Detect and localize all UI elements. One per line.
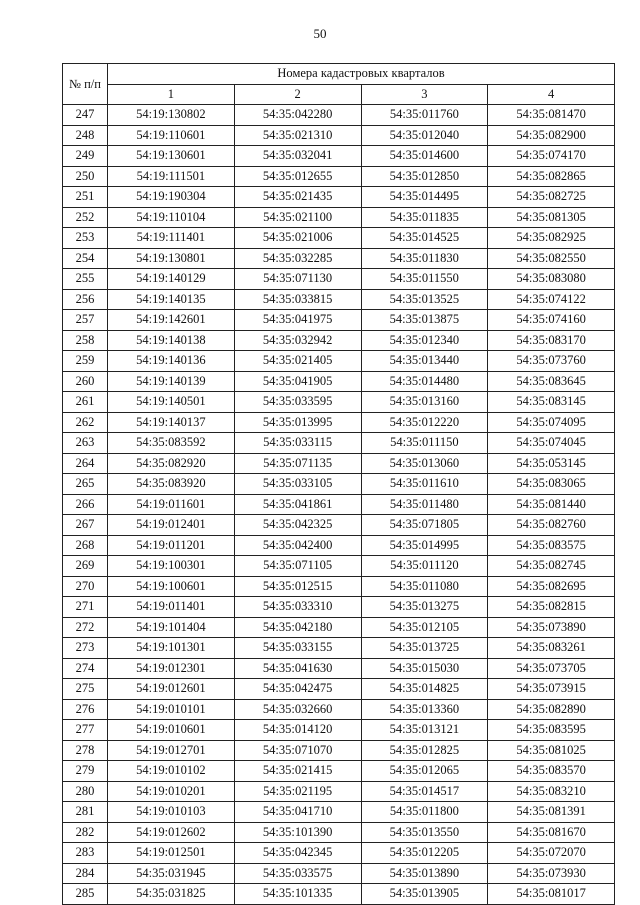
- table-row: [63, 761, 615, 782]
- quarter-cell-col2: 54:35:012655: [234, 166, 361, 187]
- row-number-cell: 268: [63, 535, 108, 556]
- quarter-cell-col3: 54:35:012340: [361, 330, 488, 351]
- quarter-cell-col3: 54:35:013725: [361, 638, 488, 659]
- row-number-cell: 274: [63, 658, 108, 679]
- table-row: [63, 228, 615, 249]
- column-number-4: 4: [488, 84, 615, 105]
- quarter-cell-col4: 54:35:082550: [488, 248, 615, 269]
- quarter-cell-col3: 54:35:071805: [361, 515, 488, 536]
- quarter-cell-col1: 54:19:140139: [108, 371, 235, 392]
- row-number-cell: 256: [63, 289, 108, 310]
- quarter-cell-col1: 54:19:140129: [108, 269, 235, 290]
- quarter-cell-col1: 54:19:012301: [108, 658, 235, 679]
- row-number-cell: 269: [63, 556, 108, 577]
- table-row: [63, 802, 615, 823]
- quarter-cell-col3: 54:35:012850: [361, 166, 488, 187]
- quarter-cell-col1: 54:19:130802: [108, 105, 235, 126]
- quarter-cell-col4: 54:35:083145: [488, 392, 615, 413]
- quarter-cell-col1: 54:35:082920: [108, 453, 235, 474]
- quarter-cell-col4: 54:35:074122: [488, 289, 615, 310]
- table-row: [63, 740, 615, 761]
- quarter-cell-col2: 54:35:041630: [234, 658, 361, 679]
- column-number-1: 1: [108, 84, 235, 105]
- row-number-cell: 254: [63, 248, 108, 269]
- quarter-cell-col4: 54:35:073890: [488, 617, 615, 638]
- quarter-cell-col1: 54:19:111401: [108, 228, 235, 249]
- quarter-cell-col4: 54:35:082925: [488, 228, 615, 249]
- table-row: [63, 351, 615, 372]
- quarter-cell-col4: 54:35:073930: [488, 863, 615, 884]
- table-row: [63, 720, 615, 741]
- quarter-cell-col2: 54:35:101335: [234, 884, 361, 905]
- row-number-cell: 284: [63, 863, 108, 884]
- quarter-cell-col2: 54:35:042280: [234, 105, 361, 126]
- quarter-cell-col3: 54:35:011480: [361, 494, 488, 515]
- table-row: [63, 474, 615, 495]
- quarter-cell-col2: 54:35:021415: [234, 761, 361, 782]
- table-body: [63, 105, 615, 905]
- quarter-cell-col3: 54:35:014495: [361, 187, 488, 208]
- row-number-cell: 248: [63, 125, 108, 146]
- quarter-cell-col2: 54:35:033155: [234, 638, 361, 659]
- quarter-cell-col1: 54:19:010601: [108, 720, 235, 741]
- quarter-cell-col2: 54:35:041861: [234, 494, 361, 515]
- quarter-cell-col1: 54:19:130601: [108, 146, 235, 167]
- row-number-cell: 249: [63, 146, 108, 167]
- quarter-cell-col2: 54:35:032041: [234, 146, 361, 167]
- quarter-cell-col2: 54:35:041710: [234, 802, 361, 823]
- table-row: [63, 884, 615, 905]
- quarter-cell-col1: 54:19:010201: [108, 781, 235, 802]
- quarter-cell-col3: 54:35:011550: [361, 269, 488, 290]
- quarter-cell-col1: 54:19:140136: [108, 351, 235, 372]
- quarter-cell-col4: 54:35:083595: [488, 720, 615, 741]
- quarter-cell-col4: 54:35:082815: [488, 597, 615, 618]
- row-number-cell: 262: [63, 412, 108, 433]
- quarter-cell-col1: 54:19:142601: [108, 310, 235, 331]
- table-row: [63, 597, 615, 618]
- table-row: [63, 269, 615, 290]
- quarter-cell-col3: 54:35:013121: [361, 720, 488, 741]
- row-number-cell: 276: [63, 699, 108, 720]
- quarter-cell-col2: 54:35:042180: [234, 617, 361, 638]
- table-row: [63, 433, 615, 454]
- row-number-cell: 259: [63, 351, 108, 372]
- table-row: [63, 248, 615, 269]
- cadastral-numbers-header: Номера кадастровых кварталов: [108, 64, 615, 85]
- quarter-cell-col1: 54:19:100301: [108, 556, 235, 577]
- quarter-cell-col4: 54:35:081305: [488, 207, 615, 228]
- quarter-cell-col2: 54:35:021405: [234, 351, 361, 372]
- row-number-cell: 252: [63, 207, 108, 228]
- quarter-cell-col4: 54:35:082890: [488, 699, 615, 720]
- table-row: [63, 125, 615, 146]
- row-number-cell: 261: [63, 392, 108, 413]
- quarter-cell-col1: 54:19:012501: [108, 843, 235, 864]
- row-number-cell: 266: [63, 494, 108, 515]
- quarter-cell-col4: 54:35:081017: [488, 884, 615, 905]
- table-row: [63, 535, 615, 556]
- quarter-cell-col3: 54:35:011835: [361, 207, 488, 228]
- quarter-cell-col3: 54:35:013160: [361, 392, 488, 413]
- quarter-cell-col1: 54:19:190304: [108, 187, 235, 208]
- quarter-cell-col1: 54:19:140501: [108, 392, 235, 413]
- quarter-cell-col3: 54:35:013060: [361, 453, 488, 474]
- quarter-cell-col2: 54:35:041905: [234, 371, 361, 392]
- quarter-cell-col3: 54:35:012105: [361, 617, 488, 638]
- row-number-cell: 251: [63, 187, 108, 208]
- quarter-cell-col4: 54:35:074160: [488, 310, 615, 331]
- quarter-cell-col4: 54:35:074045: [488, 433, 615, 454]
- quarter-cell-col1: 54:19:111501: [108, 166, 235, 187]
- row-number-cell: 267: [63, 515, 108, 536]
- quarter-cell-col3: 54:35:013360: [361, 699, 488, 720]
- row-number-cell: 270: [63, 576, 108, 597]
- quarter-cell-col2: 54:35:071130: [234, 269, 361, 290]
- quarter-cell-col4: 54:35:082865: [488, 166, 615, 187]
- quarter-cell-col3: 54:35:013275: [361, 597, 488, 618]
- quarter-cell-col3: 54:35:012825: [361, 740, 488, 761]
- quarter-cell-col2: 54:35:032942: [234, 330, 361, 351]
- quarter-cell-col1: 54:19:010101: [108, 699, 235, 720]
- quarter-cell-col4: 54:35:053145: [488, 453, 615, 474]
- quarter-cell-col4: 54:35:082745: [488, 556, 615, 577]
- quarter-cell-col1: 54:19:012701: [108, 740, 235, 761]
- quarter-cell-col4: 54:35:082695: [488, 576, 615, 597]
- row-number-cell: 264: [63, 453, 108, 474]
- quarter-cell-col2: 54:35:071105: [234, 556, 361, 577]
- quarter-cell-col4: 54:35:081391: [488, 802, 615, 823]
- row-number-cell: 271: [63, 597, 108, 618]
- quarter-cell-col1: 54:35:083920: [108, 474, 235, 495]
- table-row: [63, 781, 615, 802]
- quarter-cell-col1: 54:19:011601: [108, 494, 235, 515]
- quarter-cell-col1: 54:35:031945: [108, 863, 235, 884]
- row-number-cell: 247: [63, 105, 108, 126]
- quarter-cell-col3: 54:35:014517: [361, 781, 488, 802]
- table-row: [63, 187, 615, 208]
- row-number-cell: 282: [63, 822, 108, 843]
- quarter-cell-col3: 54:35:013890: [361, 863, 488, 884]
- table-row: [63, 105, 615, 126]
- quarter-cell-col1: 54:19:011401: [108, 597, 235, 618]
- row-number-cell: 265: [63, 474, 108, 495]
- quarter-cell-col1: 54:19:130801: [108, 248, 235, 269]
- quarter-cell-col1: 54:19:012401: [108, 515, 235, 536]
- table-row: [63, 146, 615, 167]
- row-number-cell: 278: [63, 740, 108, 761]
- quarter-cell-col2: 54:35:021435: [234, 187, 361, 208]
- row-number-cell: 257: [63, 310, 108, 331]
- quarter-cell-col3: 54:35:011120: [361, 556, 488, 577]
- row-number-cell: 273: [63, 638, 108, 659]
- quarter-cell-col4: 54:35:083570: [488, 761, 615, 782]
- quarter-cell-col2: 54:35:013995: [234, 412, 361, 433]
- row-number-cell: 277: [63, 720, 108, 741]
- quarter-cell-col2: 54:35:042325: [234, 515, 361, 536]
- table-row: [63, 843, 615, 864]
- quarter-cell-col1: 54:19:100601: [108, 576, 235, 597]
- quarter-cell-col4: 54:35:073705: [488, 658, 615, 679]
- quarter-cell-col3: 54:35:014995: [361, 535, 488, 556]
- row-number-cell: 281: [63, 802, 108, 823]
- column-number-3: 3: [361, 84, 488, 105]
- quarter-cell-col2: 54:35:042400: [234, 535, 361, 556]
- quarter-cell-col3: 54:35:013550: [361, 822, 488, 843]
- quarter-cell-col4: 54:35:072070: [488, 843, 615, 864]
- row-number-cell: 280: [63, 781, 108, 802]
- table-row: [63, 617, 615, 638]
- quarter-cell-col1: 54:19:010102: [108, 761, 235, 782]
- row-number-cell: 285: [63, 884, 108, 905]
- quarter-cell-col1: 54:19:010103: [108, 802, 235, 823]
- quarter-cell-col2: 54:35:071070: [234, 740, 361, 761]
- table-row: [63, 289, 615, 310]
- table-row: [63, 638, 615, 659]
- quarter-cell-col3: 54:35:013440: [361, 351, 488, 372]
- quarter-cell-col1: 54:19:101301: [108, 638, 235, 659]
- quarter-cell-col2: 54:35:033595: [234, 392, 361, 413]
- quarter-cell-col2: 54:35:021100: [234, 207, 361, 228]
- quarter-cell-col2: 54:35:021310: [234, 125, 361, 146]
- quarter-cell-col2: 54:35:033310: [234, 597, 361, 618]
- row-number-cell: 275: [63, 679, 108, 700]
- quarter-cell-col3: 54:35:011830: [361, 248, 488, 269]
- quarter-cell-col4: 54:35:083575: [488, 535, 615, 556]
- quarter-cell-col4: 54:35:083210: [488, 781, 615, 802]
- quarter-cell-col2: 54:35:101390: [234, 822, 361, 843]
- quarter-cell-col4: 54:35:081670: [488, 822, 615, 843]
- quarter-cell-col3: 54:35:012040: [361, 125, 488, 146]
- quarter-cell-col2: 54:35:041975: [234, 310, 361, 331]
- quarter-cell-col1: 54:19:140137: [108, 412, 235, 433]
- quarter-cell-col4: 54:35:082900: [488, 125, 615, 146]
- quarter-cell-col1: 54:35:083592: [108, 433, 235, 454]
- table-row: [63, 453, 615, 474]
- table-row: [63, 863, 615, 884]
- table-row: [63, 310, 615, 331]
- quarter-cell-col4: 54:35:074095: [488, 412, 615, 433]
- quarter-cell-col3: 54:35:014600: [361, 146, 488, 167]
- quarter-cell-col1: 54:19:011201: [108, 535, 235, 556]
- quarter-cell-col2: 54:35:071135: [234, 453, 361, 474]
- quarter-cell-col3: 54:35:012220: [361, 412, 488, 433]
- row-number-cell: 255: [63, 269, 108, 290]
- table-row: [63, 330, 615, 351]
- quarter-cell-col2: 54:35:012515: [234, 576, 361, 597]
- row-number-cell: 279: [63, 761, 108, 782]
- row-number-cell: 260: [63, 371, 108, 392]
- quarter-cell-col4: 54:35:073760: [488, 351, 615, 372]
- quarter-cell-col4: 54:35:082760: [488, 515, 615, 536]
- table-row: [63, 658, 615, 679]
- table-row: [63, 371, 615, 392]
- row-number-cell: 258: [63, 330, 108, 351]
- table-row: [63, 822, 615, 843]
- table-row: [63, 679, 615, 700]
- table-row: [63, 699, 615, 720]
- quarter-cell-col3: 54:35:014825: [361, 679, 488, 700]
- row-number-cell: 263: [63, 433, 108, 454]
- quarter-cell-col2: 54:35:033105: [234, 474, 361, 495]
- row-number-cell: 250: [63, 166, 108, 187]
- quarter-cell-col2: 54:35:042345: [234, 843, 361, 864]
- quarter-cell-col2: 54:35:021006: [234, 228, 361, 249]
- quarter-cell-col1: 54:19:012601: [108, 679, 235, 700]
- row-number-cell: 272: [63, 617, 108, 638]
- quarter-cell-col2: 54:35:042475: [234, 679, 361, 700]
- quarter-cell-col1: 54:19:110104: [108, 207, 235, 228]
- row-number-cell: 283: [63, 843, 108, 864]
- quarter-cell-col3: 54:35:012205: [361, 843, 488, 864]
- quarter-cell-col3: 54:35:014525: [361, 228, 488, 249]
- quarter-cell-col2: 54:35:033115: [234, 433, 361, 454]
- table-row: [63, 166, 615, 187]
- table-row: [63, 412, 615, 433]
- quarter-cell-col4: 54:35:083065: [488, 474, 615, 495]
- table-row: [63, 392, 615, 413]
- quarter-cell-col1: 54:19:101404: [108, 617, 235, 638]
- quarter-cell-col3: 54:35:015030: [361, 658, 488, 679]
- quarter-cell-col3: 54:35:011800: [361, 802, 488, 823]
- quarter-cell-col2: 54:35:021195: [234, 781, 361, 802]
- quarter-cell-col3: 54:35:013875: [361, 310, 488, 331]
- table-row: [63, 494, 615, 515]
- quarter-cell-col3: 54:35:011150: [361, 433, 488, 454]
- quarter-cell-col2: 54:35:033575: [234, 863, 361, 884]
- quarter-cell-col4: 54:35:073915: [488, 679, 615, 700]
- quarter-cell-col1: 54:19:140135: [108, 289, 235, 310]
- quarter-cell-col4: 54:35:083080: [488, 269, 615, 290]
- table-header: [63, 64, 615, 105]
- quarter-cell-col1: 54:35:031825: [108, 884, 235, 905]
- table-row: [63, 576, 615, 597]
- row-number-header: № п/п: [63, 64, 108, 105]
- quarter-cell-col3: 54:35:011760: [361, 105, 488, 126]
- quarter-cell-col2: 54:35:033815: [234, 289, 361, 310]
- column-number-2: 2: [234, 84, 361, 105]
- quarter-cell-col4: 54:35:081440: [488, 494, 615, 515]
- table-row: [63, 207, 615, 228]
- quarter-cell-col4: 54:35:083170: [488, 330, 615, 351]
- quarter-cell-col3: 54:35:011080: [361, 576, 488, 597]
- quarter-cell-col2: 54:35:032285: [234, 248, 361, 269]
- quarter-cell-col1: 54:19:140138: [108, 330, 235, 351]
- quarter-cell-col2: 54:35:032660: [234, 699, 361, 720]
- quarter-cell-col2: 54:35:014120: [234, 720, 361, 741]
- quarter-cell-col3: 54:35:014480: [361, 371, 488, 392]
- quarter-cell-col1: 54:19:110601: [108, 125, 235, 146]
- page-number: 50: [313, 26, 327, 41]
- table-row: [63, 556, 615, 577]
- quarter-cell-col4: 54:35:082725: [488, 187, 615, 208]
- table-row: [63, 515, 615, 536]
- quarter-cell-col3: 54:35:012065: [361, 761, 488, 782]
- quarter-cell-col4: 54:35:083261: [488, 638, 615, 659]
- quarter-cell-col4: 54:35:081470: [488, 105, 615, 126]
- quarter-cell-col4: 54:35:081025: [488, 740, 615, 761]
- cadastral-quarters-table: [62, 63, 615, 905]
- quarter-cell-col3: 54:35:013525: [361, 289, 488, 310]
- quarter-cell-col4: 54:35:074170: [488, 146, 615, 167]
- quarter-cell-col3: 54:35:011610: [361, 474, 488, 495]
- quarter-cell-col3: 54:35:013905: [361, 884, 488, 905]
- quarter-cell-col1: 54:19:012602: [108, 822, 235, 843]
- row-number-cell: 253: [63, 228, 108, 249]
- quarter-cell-col4: 54:35:083645: [488, 371, 615, 392]
